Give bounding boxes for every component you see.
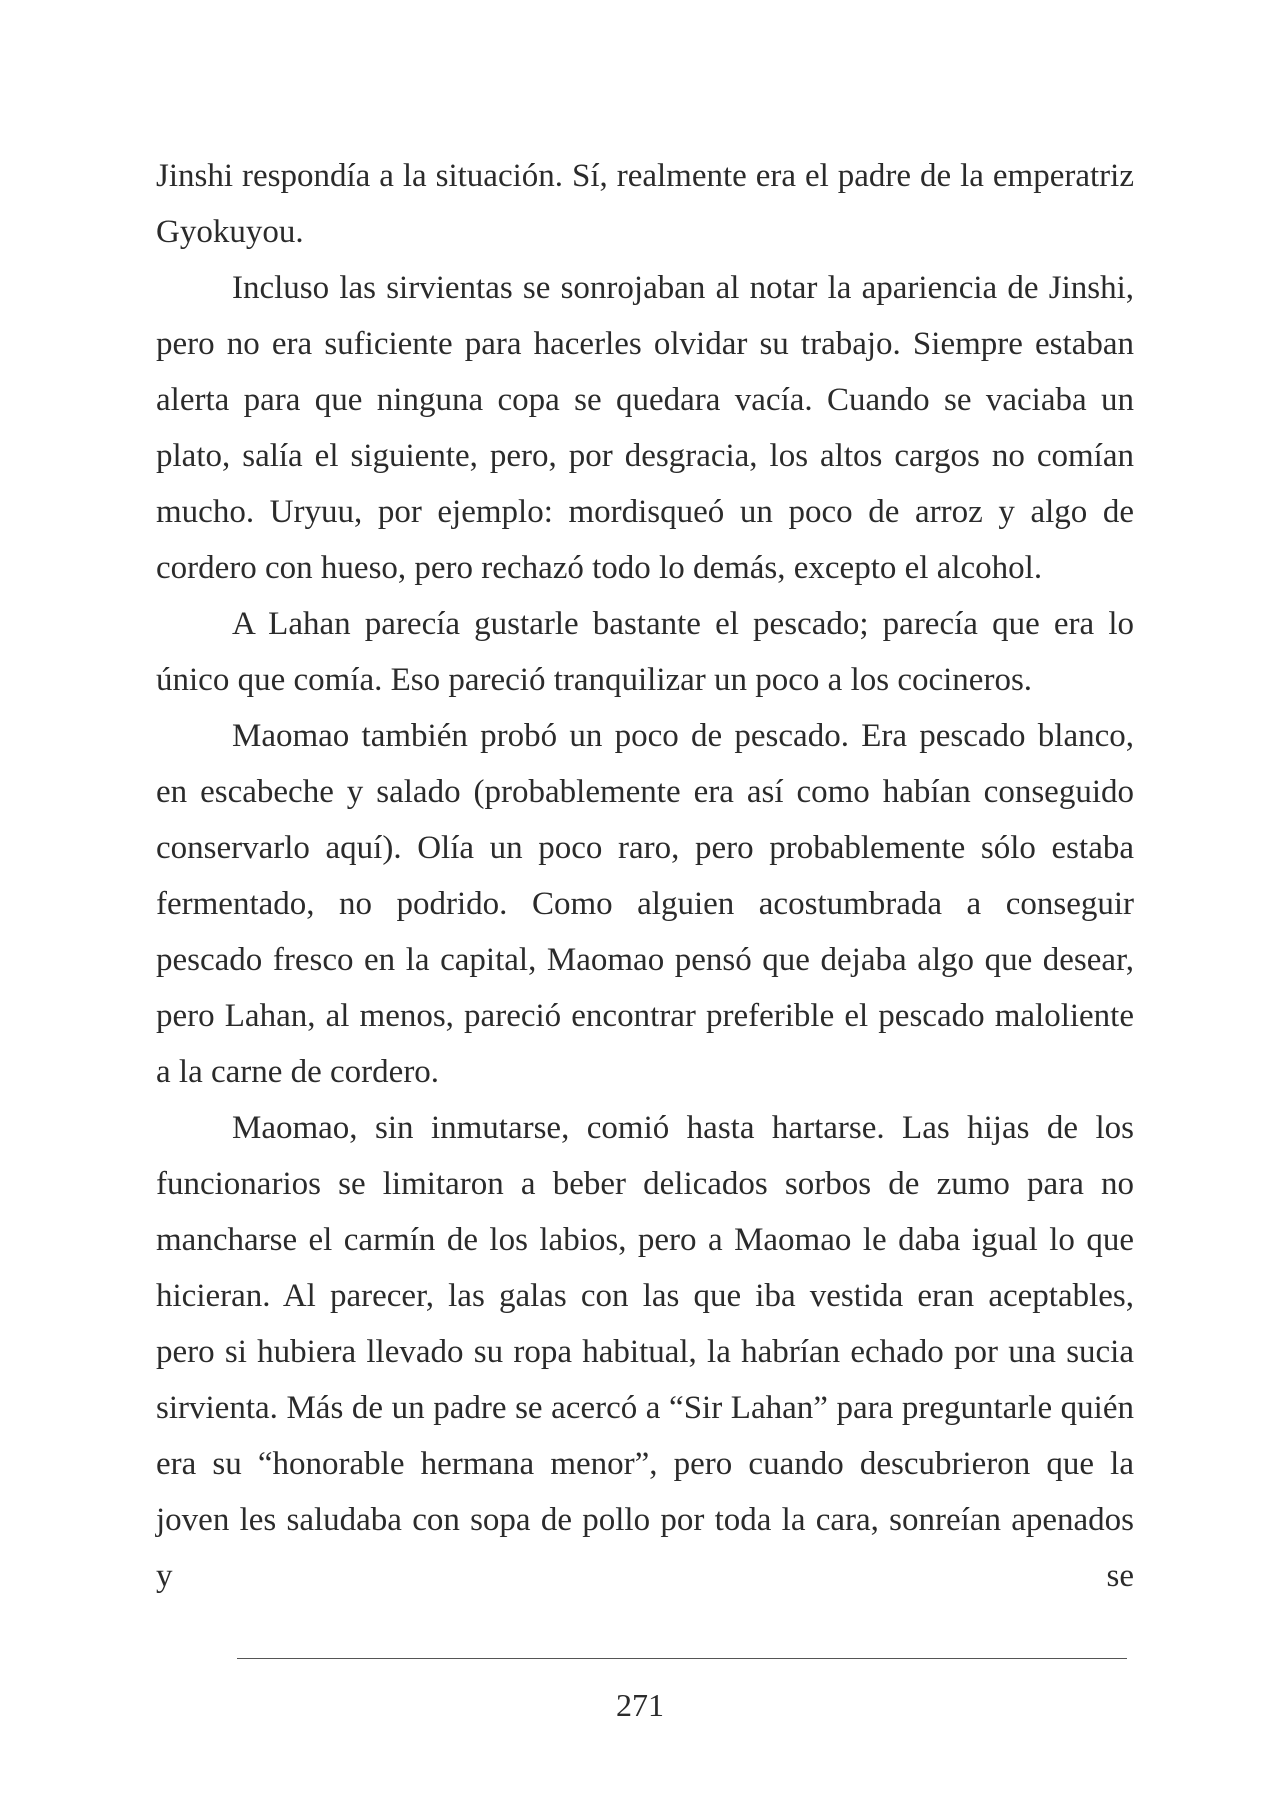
paragraph-1: Jinshi respondía a la situación. Sí, realmente era el padre de la emperatriz Gyokuyou.	[156, 158, 1134, 250]
paragraph-2: Incluso las sirvientas se sonrojaban al notar la apariencia de Jinshi, pero no era suficiente para hacerles olvidar su trabajo. Siempre estaban alerta para que ninguna copa se quedara vacía. Cuando se vaciaba un plato, salía el siguiente, pero, por desgracia, los altos cargos no comían mucho. Uryuu, por ejemplo: mordisqueó un poco de arroz y algo de cordero con hueso, pero rechazó todo lo demás, excepto el alcohol.	[156, 270, 1134, 586]
paragraph-3: A Lahan parecía gustarle bastante el pescado; parecía que era lo único que comía. Eso pareció tranquilizar un poco a los cocineros.	[156, 606, 1134, 698]
paragraph-5: Maomao, sin inmutarse, comió hasta hartarse. Las hijas de los funcionarios se limitaron a beber delicados sorbos de zumo para no mancharse el carmín de los labios, pero a Maomao le daba igual lo que hicieran. Al parecer, las galas con las que iba vestida eran aceptables, pero si hubiera llevado su ropa habitual, la habrían echado por una sucia sirvienta. Más de un padre se acercó a “Sir Lahan” para preguntarle quién era su “honorable hermana menor”, pero cuando descubrieron que la joven les saludaba con sopa de pollo por toda la cara, sonreían apenados y se	[156, 1110, 1134, 1594]
body-text	[156, 148, 1134, 1604]
paragraph-4: Maomao también probó un poco de pescado. Era pescado blanco, en escabeche y salado (probablemente era así como habían conseguido conservarlo aquí). Olía un poco raro, pero probablemente sólo estaba fermentado, no podrido. Como alguien acostumbrada a conseguir pescado fresco en la capital, Maomao pensó que dejaba algo que desear, pero Lahan, al menos, pareció encontrar preferible el pescado maloliente a la carne de cordero.	[156, 718, 1134, 1090]
page-number: 271	[616, 1687, 664, 1723]
footer-divider	[237, 1658, 1127, 1659]
